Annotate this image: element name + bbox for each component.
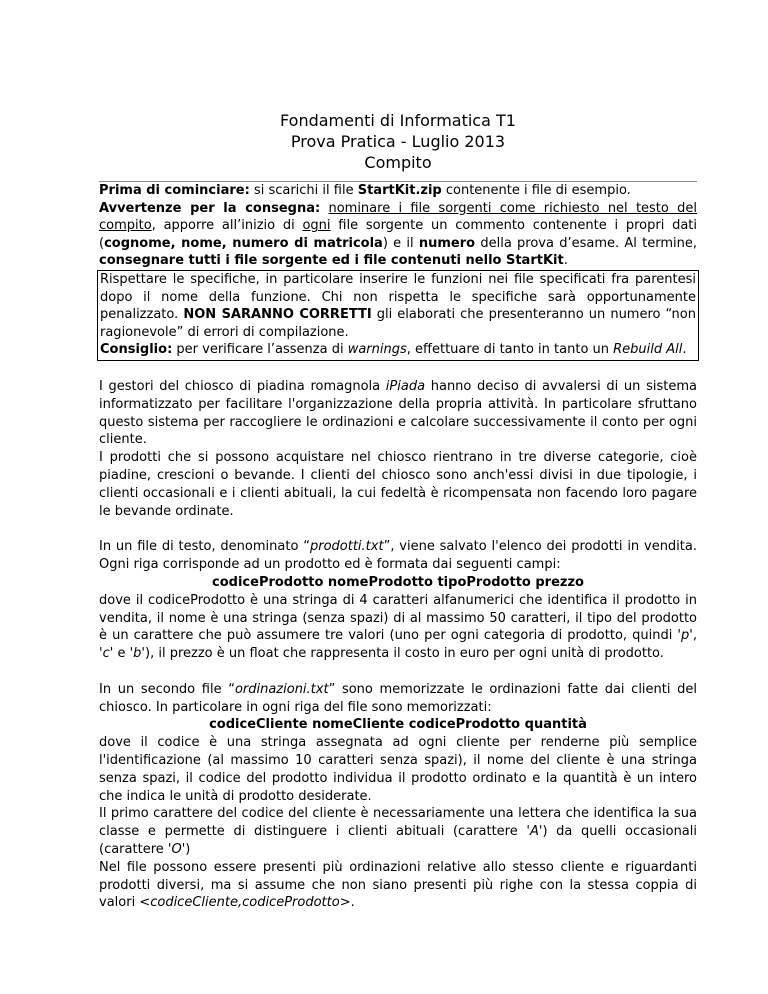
specifications-text: Rispettare le specifiche, in particolare inserire le funzioni nei file specificati fra parentesi dopo il nome della funzione. Chi non rispetta le specifiche sarà opportunamente penalizzato. NON SARANNO CORRETTI gli elaborati che presenteranno un numero “non ragionevole” di errori di compilazione. xyxy=(100,271,696,340)
paragraph-product-fields-desc: dove il codiceProdotto è una stringa di 4 caratteri alfanumerici che identifica il prodotto in vendita, il nome è una stringa (senza spazi) di al massimo 50 caratteri, il tipo del prodotto è un carattere che può assumere tre valori (uno per ogni categoria di prodotto, quindi 'p', 'c' e 'b'), il prezzo è un float che rappresenta il costo in euro per ogni unità di prodotto. xyxy=(99,592,697,662)
exam-title: Prova Pratica - Luglio 2013 xyxy=(290,132,506,151)
paragraph-client-class: Il primo carattere del codice del cliente è necessariamente una lettera che identifica la sua classe e permette di distinguere i clienti abituali (carattere 'A') da quelli occasionali (carattere 'O') xyxy=(99,806,698,858)
specifications-box xyxy=(97,270,699,361)
paragraph-context: I gestori del chiosco di piadina romagnola iPiada hanno deciso di avvalersi di un sistema informatizzato per facilitare l'organizzazione della propria attività. In particolare sfruttano questo sistema per raccogliere le ordinazioni e calcolare successivamente il conto per ogni cliente. xyxy=(99,378,697,448)
instructions-section xyxy=(99,182,697,361)
orders-section xyxy=(99,681,697,912)
start-instructions: Prima di cominciare: si scarichi il file StartKit.zip contenente i file di esempio. xyxy=(99,183,631,198)
exam-subtitle: Compito xyxy=(364,153,432,172)
paragraph-categories: I prodotti che si possono acquistare nel chiosco rientrano in tre diverse categorie, cioè piadine, crescioni o bevande. I clienti del chiosco sono anch'essi divisi in due tipologie, i clienti occasionali e i clienti abituali, la cui fedeltà è ricompensata non facendo loro pagare le bevande ordinate. xyxy=(99,450,697,519)
order-fields: codiceCliente nomeCliente codiceProdotto quantità xyxy=(209,717,587,733)
paragraph-products-file: In un file di testo, denominato “prodotti.txt”, viene salvato l'elenco dei prodotti in vendita. Ogni riga corrisponde ad un prodotto ed è formata dai seguenti campi: xyxy=(99,539,697,573)
delivery-warnings: Avvertenze per la consegna: nominare i file sorgenti come richiesto nel testo del compito, apporre all’inizio di ogni file sorgente un commento contenente i propri dati (cognome, nome, numero di matricola) e il numero della prova d’esame. Al termine, consegnare tutti i file sorgente ed i file contenuti nello StartKit. xyxy=(99,200,697,269)
paragraph-order-fields-desc: dove il codice è una stringa assegnata ad ogni cliente per renderne più semplice l'identificazione (al massimo 10 caratteri senza spazi), il nome del cliente è una stringa senza spazi, il codice del prodotto individua il prodotto ordinato e la quantità è un intero che indica le unità di prodotto desiderate. xyxy=(99,735,697,804)
document-page xyxy=(99,0,697,912)
paragraph-multiple-orders: Nel file possono essere presenti più ordinazioni relative allo stesso cliente e riguardanti prodotti diversi, ma si assume che non siano presenti più righe con la stessa coppia di valori <codiceCliente,codiceProdotto>. xyxy=(99,859,697,911)
advice-text: Consiglio: per verificare l’assenza di warnings, effettuare di tanto in tanto un Rebuild All. xyxy=(100,342,687,358)
products-section xyxy=(99,538,697,663)
document-header xyxy=(99,110,697,173)
product-fields: codiceProdotto nomeProdotto tipoProdotto prezzo xyxy=(212,574,584,590)
paragraph-orders-file: In un secondo file “ordinazioni.txt” sono memorizzate le ordinazioni fatte dai clienti del chiosco. In particolare in ogni riga del file sono memorizzati: xyxy=(99,681,697,715)
problem-intro xyxy=(99,378,697,520)
course-title: Fondamenti di Informatica T1 xyxy=(280,111,516,130)
